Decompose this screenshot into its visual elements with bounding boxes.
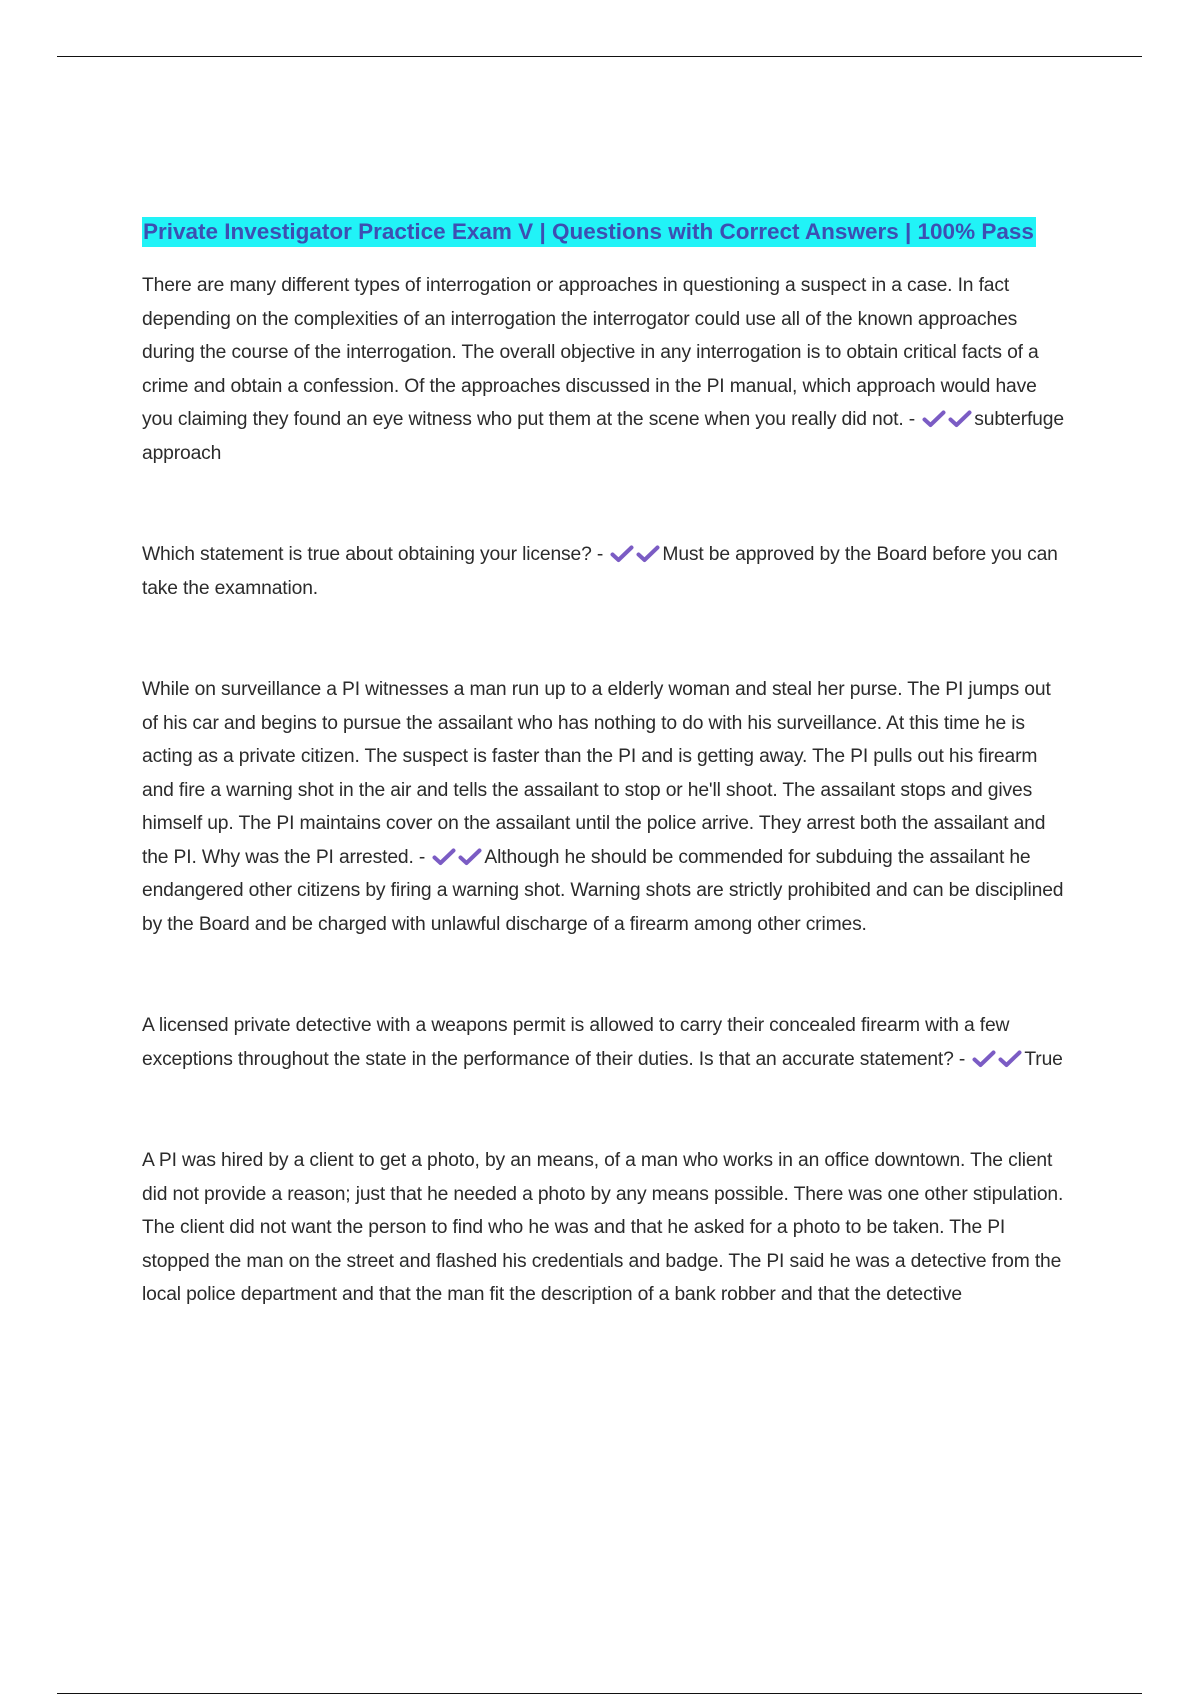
check-mark-icon: [922, 410, 946, 428]
answer-separator: -: [591, 544, 604, 565]
answer-text: True: [1024, 1048, 1063, 1070]
check-mark-icon: [610, 545, 634, 563]
check-mark-icon: [458, 848, 482, 866]
document-body: [142, 212, 1067, 1312]
qa-item-5: [142, 1144, 1067, 1312]
check-mark-icon: [998, 1050, 1022, 1068]
qa-item-4: [142, 1009, 1067, 1076]
check-mark-icon: [636, 545, 660, 563]
question-text: A PI was hired by a client to get a photo, by an means, of a man who works in an office downtown. The client did not provide a reason; just that he needed a photo by any means possible. There was one other stipulation. The client did not want the person to find who he was and that he asked for a photo to be taken. The PI stopped the man on the street and flashed his credentials and badge. The PI said he was a detective from the local police department and that the man fit the description of a bank robber and that the detective: [142, 1150, 1064, 1305]
question-text: Which statement is true about obtaining your license?: [142, 544, 592, 565]
footer-rule: [57, 1693, 1142, 1694]
question-text: A licensed private detective with a weapons permit is allowed to carry their concealed firearm with a few exceptions throughout the state in the performance of their duties. Is that an accurate statement?: [142, 1015, 1010, 1070]
question-text: While on surveillance a PI witnesses a man run up to a elderly woman and steal her purse. The PI jumps out of his car and begins to pursue the assailant who has nothing to do with his surveillance. At this time he is acting as a private citizen. The suspect is faster than the PI and is getting away. The PI pulls out his firearm and fire a warning shot in the air and tells the assailant to stop or he'll shoot. The assailant stops and gives himself up. The PI maintains cover on the assailant until the police arrive. They arrest both the assailant and the PI. Why was the PI arrested.: [142, 679, 1051, 868]
qa-item-2: [142, 538, 1067, 605]
answer-separator: -: [903, 409, 916, 430]
answer-separator: -: [953, 1048, 966, 1070]
question-text: There are many different types of interrogation or approaches in questioning a suspect in a case. In fact depending on the complexities of an interrogation the interrogator could use all of the known approaches during the course of the interrogation. The overall objective in any interrogation is to obtain critical facts of a crime and obtain a confession. Of the approaches discussed in the PI manual, which approach would have you claiming they found an eye witness who put them at the scene when you really did not.: [142, 275, 1039, 430]
qa-item-3: [142, 673, 1067, 941]
document-title-text: Private Investigator Practice Exam V | Questions with Correct Answers | 100% Pass: [142, 217, 1036, 247]
check-mark-icon: [432, 848, 456, 866]
answer-text: Must be approved by the Board before you can take the examnation.: [142, 544, 1058, 599]
answer-text: Although he should be commended for subduing the assailant he endangered other citizens by firing a warning shot. Warning shots are strictly prohibited and can be disciplined by the Board and be charged with unlawful discharge of a firearm among other crimes.: [142, 846, 1064, 935]
answer-separator: -: [413, 846, 426, 868]
header-rule: [57, 56, 1142, 57]
check-mark-icon: [972, 1050, 996, 1068]
document-title: [142, 212, 1067, 251]
check-mark-icon: [948, 410, 972, 428]
answer-text: subterfuge approach: [142, 409, 1064, 464]
qa-item-1: [142, 269, 1067, 470]
